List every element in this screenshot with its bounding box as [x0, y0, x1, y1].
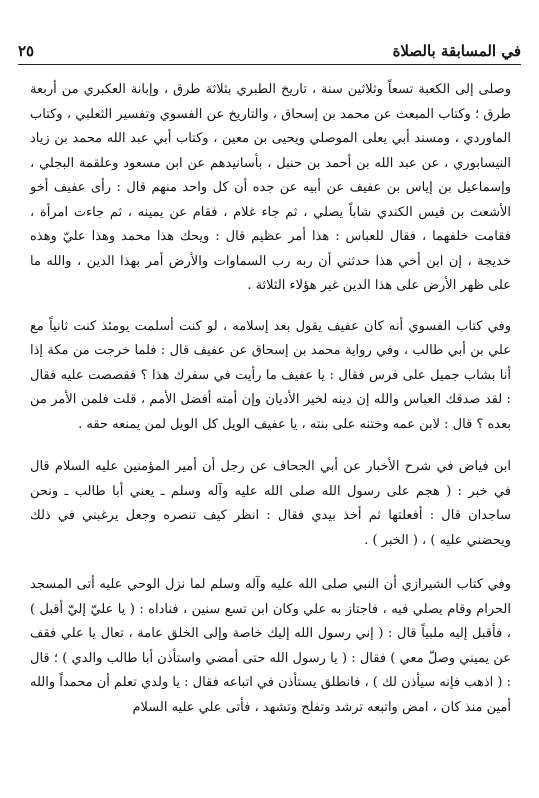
paragraph-spacer: [30, 437, 511, 455]
paragraph-spacer: [30, 299, 511, 315]
running-header: [18, 34, 521, 65]
paragraph-2: وفي كتاب الفسوي أنه كان عفيف يقول بعد إسلامه ، لو كنت أسلمت يومئذ كنت ثانياً مع علي بن أبي طالب ، وفي رواية محمد بن إسحاق عن عفيف قال : فلما خرجت من مكة إذا أنا بشاب جميل على فرس فقال : يا عفيف ما رأيت في سفرك هذا ؟ فقصصت عليه فقال : لقد صدقك العباس والله إن دينه لخير الأديان وإن أمته أفضل الأمم ، قلت فلمن الأمر من بعده ؟ قال : لابن عمه وختنه على بنته ، يا عفيف الويل كل الويل لمن يمنعه حقه .: [30, 318, 511, 432]
paragraph-3: ابن فياض في شرح الأخبار عن أبي الجحاف عن رجل أن أمير المؤمنين عليه السلام قال في خبر : ( هجم على رسول الله صلى الله عليه وآله وسلم ـ يعني أبا طالب ـ ونحن ساجدان قال : أفعلتها ثم أخذ بيدي فقال : انظر كيف تنصره وجعل يرغبني في ذلك ويحضني عليه ) ، ( الخبر ) .: [30, 459, 511, 548]
paragraph-1: وصلى إلى الكعبة تسعاً وثلاثين سنة ، تاريخ الطبري بثلاثة طرق ، وإبانة العكبري من أربعة طرق ؛ وكتاب المبعث عن محمد بن إسحاق ، والتاريخ عن الفسوي وتفسير الثعلبي ، وكتاب الماوردي ، ومسند أبي يعلى الموصلي ويحيى بن معين ، وكتاب أبي عبد الله محمد بن زياد النيسابوري ، عن عبد الله بن أحمد بن حنبل ، بأسانيدهم عن ابن مسعود وعلقمة البجلي ، وإسماعيل بن إياس بن عفيف عن أبيه عن جده أن كل واحد منهم قال : رأى عفيف أخو الأشعث بن قيس الكندي شاباً يصلي ، ثم جاء غلام ، فقام عن يمينه ، ثم جاءت امرأة ، فقامت خلفهما ، فقال للعباس : هذا أمر عظيم قال : ويحك هذا محمد وهذا عليّ وهذه خديجة ، إن ابن أخي هذا حدثني أن ربه رب السماوات والأرض أمر بهذا الدين ، والله ما على ظهر الأرض على هذا الدين غير هؤلاء الثلاثة .: [30, 82, 511, 293]
page-number: ٢٥: [18, 42, 35, 60]
chapter-title: في المسابقة بالصلاة: [392, 42, 521, 60]
paragraph-4: وفي كتاب الشيرازي أن النبي صلى الله عليه وآله وسلم لما نزل الوحي عليه أتى المسجد الحرام وقام يصلي فيه ، فاجتاز به علي وكان ابن تسع سنين ، فناداه : ( يا عليّ إليّ أقبل ) ، فأقبل إليه ملبياً قال : ( إني رسول الله إليك خاصة وإلى الخلق عامة ، تعال يا علي فقف عن يميني وصلّ معي ) فقال : ( يا رسول الله حتى أمضي واستأذن أبا طالب والدي ) ؛ قال : ( اذهب فإنه سيأذن لك ) ، فانطلق يستأذن في اتباعه فقال : يا ولدي تعلم أن محمداً والله أمين منذ كان ، امض واتبعه ترشد وتفلح وتشهد ، فأتى علي عليه السلام: [30, 577, 511, 715]
paragraph-spacer: [30, 553, 511, 573]
page-body: [30, 78, 511, 720]
